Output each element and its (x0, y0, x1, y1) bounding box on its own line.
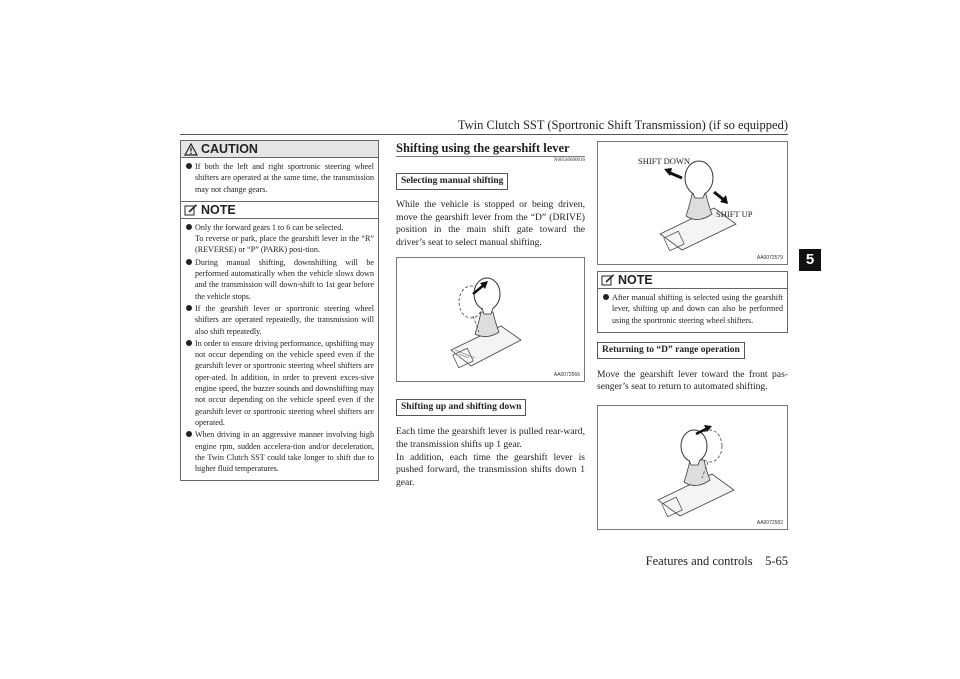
note-pencil-icon (184, 204, 198, 216)
gearshift-updown-illustration (598, 142, 787, 264)
note-box-2 (597, 271, 788, 333)
note-label-1: NOTE (201, 202, 236, 217)
bullet-item (185, 161, 374, 195)
caution-list (185, 161, 374, 195)
note-header-1 (181, 202, 378, 219)
left-column (180, 140, 379, 481)
figure-shift-up-down (597, 141, 788, 265)
bullet-text: When driving in an aggressive manner involving high engine rpm, sudden accelera-tion and/or deceleration, the Twin Clutch SST could take longer to shift due to higher fluid temperatures. (195, 430, 374, 474)
chapter-tab: 5 (799, 249, 821, 271)
bullet-item (185, 222, 374, 256)
note-label-2: NOTE (618, 273, 653, 287)
warning-triangle-icon (184, 143, 198, 156)
caution-header (181, 141, 378, 158)
selecting-heading: Selecting manual shifting (396, 173, 508, 190)
figure-return-d (597, 405, 788, 530)
bullet-text: If the gearshift lever or sportronic steering wheel shifters are operated repeatedly, the transmission will also shift repeatedly. (195, 303, 374, 336)
section-title: Shifting using the gearshift lever (396, 141, 570, 155)
bullet-text: If both the left and right sportronic steering wheel shifters are operated at the same time, the transmission may not change gears. (195, 162, 374, 194)
bullet-icon (186, 259, 192, 265)
bullet-text: Only the forward gears 1 to 6 can be selected. To reverse or park, place the gearshift lever in the “R” (REVERSE) or “P” (PARK) posi-tion. (195, 222, 374, 255)
shift-down-label: SHIFT DOWN (638, 156, 691, 166)
page-footer: Features and controls 5-65 (645, 554, 788, 568)
bullet-text: In order to ensure driving performance, upshifting may not occur depending on the vehicle speed even if the gearshift lever or sportronic steering wheel shifters are oper-ated. In addition, in order to prevent exces-sive engine speed, the buzzer sounds and downshifting may not occur depending on the vehicle speed even if the gearshift lever or sportronic steering wheel shifters are operated. (195, 338, 374, 427)
bullet-item (602, 292, 783, 326)
bullet-icon (186, 431, 192, 437)
section-code: N00540600016 (553, 158, 585, 163)
bullet-item (185, 429, 374, 474)
bullet-icon (603, 294, 609, 300)
header-rule (180, 134, 788, 135)
note-list-1 (185, 222, 374, 475)
note-list-2 (602, 292, 783, 326)
figure-code-select: AA0072566 (553, 372, 580, 379)
figure-code-updown: AA0072579 (756, 255, 783, 261)
note-box-1 (180, 202, 379, 482)
shifting-text: Each time the gearshift lever is pulled rear-ward, the transmission shifts up 1 gear. In addition, each time the gearshift lever is pushed forward, the transmission shifts down 1 gear. (396, 426, 585, 488)
bullet-icon (186, 340, 192, 346)
selecting-text: While the vehicle is stopped or being driven, move the gearshift lever from the “D” (DRIVE) position in the main shift gate toward the driver’s seat to select manual shifting. (396, 199, 585, 248)
bullet-icon (186, 305, 192, 311)
caution-box (180, 140, 379, 202)
note-header-2 (598, 272, 787, 289)
figure-code-return: AA0072582 (756, 520, 783, 527)
gearshift-return-illustration (598, 406, 787, 529)
bullet-icon (186, 163, 192, 169)
returning-heading: Returning to “D” range operation (597, 342, 745, 359)
bullet-text: During manual shifting, downshifting will be performed automatically when the vehicle slows down and the transmission will down-shift to 1st gear before the vehicle stops. (195, 257, 374, 301)
right-column (597, 140, 788, 530)
middle-column (396, 140, 585, 489)
returning-text: Move the gearshift lever toward the front pas-senger’s seat to return to automated shifting. (597, 368, 788, 393)
bullet-icon (186, 224, 192, 230)
figure-select-manual (396, 257, 585, 382)
page-header: Twin Clutch SST (Sportronic Shift Transmission) (if so equipped) (457, 118, 788, 132)
caution-label: CAUTION (201, 142, 258, 156)
gearshift-lever-illustration (397, 258, 584, 381)
note-pencil-icon (601, 274, 615, 286)
bullet-item (185, 338, 374, 428)
shift-up-label: SHIFT UP (716, 209, 753, 219)
shifting-heading: Shifting up and shifting down (396, 399, 526, 416)
bullet-item (185, 303, 374, 337)
bullet-item (185, 257, 374, 302)
bullet-text: After manual shifting is selected using the gearshift lever, shifting up and down can also be performed using the sportronic steering wheel shifters. (612, 293, 783, 325)
